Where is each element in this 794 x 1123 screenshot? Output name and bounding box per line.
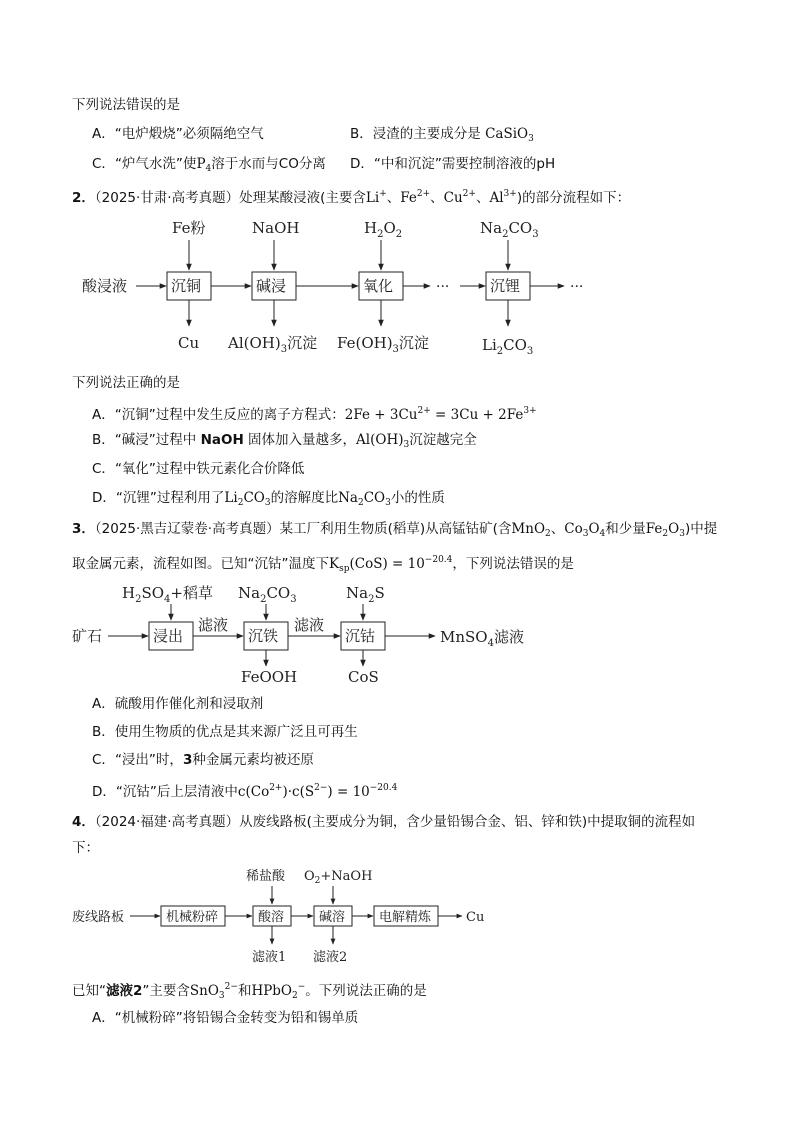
known-text: 已知“ xyxy=(72,983,106,999)
q4-known xyxy=(72,977,427,1006)
q3-option-c xyxy=(92,750,314,770)
question-source: （2025·甘肃·高考真题） xyxy=(94,190,240,206)
option-text: 浸渣的主要成分是 xyxy=(372,126,481,142)
option-text: 固体加入量越多， xyxy=(248,432,357,448)
q1-option-a xyxy=(92,124,264,144)
option-label: D． xyxy=(92,784,116,800)
reagent-h2o2: $H_2O_2$ xyxy=(364,219,403,240)
q1-option-c xyxy=(92,154,326,179)
q2-flow-diagram xyxy=(80,212,600,362)
stem-text: 从废线路板(主要成分为铜，含少量铅锡合金、铝、锌和铁)中提取铜的流程如 xyxy=(239,814,696,830)
flow-input: 矿石 xyxy=(72,627,103,645)
reagent-h2so4: $H_2SO_4+$稻草 xyxy=(122,584,213,605)
flow-step: 酸溶 xyxy=(258,910,285,925)
option-text: “沉钴”后上层清液中 xyxy=(115,784,238,800)
q3-option-b xyxy=(92,722,358,742)
flow-step: 浸出 xyxy=(153,627,184,645)
option-text: 小的性质 xyxy=(390,490,445,506)
known-text: 和 xyxy=(237,983,252,999)
q2-option-d xyxy=(92,488,445,513)
q1-option-d xyxy=(350,154,555,174)
product-cu: Cu xyxy=(178,334,200,352)
q3-stem-cont xyxy=(72,550,574,579)
reagent: NaOH xyxy=(252,219,300,237)
ion-hpbo2: HPbO$_2$− xyxy=(251,982,306,1001)
q2-option-a xyxy=(92,401,537,425)
flow-output: Cu xyxy=(466,910,485,925)
flow-step: 碱溶 xyxy=(319,910,346,925)
flow-input: 酸浸液 xyxy=(82,277,128,295)
product-cos: CoS xyxy=(348,668,379,686)
option-text: “浸出”时， xyxy=(114,752,183,768)
ksp-expression: $K_{sp}(CoS) = 10^{-20.4}$ xyxy=(329,555,453,574)
flow-input: 废线路板 xyxy=(72,910,125,925)
option-text: 的溶解度比 xyxy=(270,490,339,506)
reagent-o2-naoh: $O_2+NaOH$ xyxy=(304,869,373,886)
option-label: A． xyxy=(92,1010,115,1026)
flow-filtrate: 滤液 xyxy=(198,616,229,634)
ion-product-expression: $c(Co^{2+})\cdot c(S^{2-}) = 10^{-20.4}$ xyxy=(237,783,398,800)
option-text: “中和沉淀”需要控制溶液的pH xyxy=(373,156,556,172)
option-text: “电炉煅烧”必须隔绝空气 xyxy=(114,126,264,142)
option-label: D． xyxy=(92,490,116,506)
option-label: B． xyxy=(350,126,373,142)
option-label: B． xyxy=(92,724,115,740)
option-text-tail: 溶于水而与CO分离 xyxy=(211,156,326,172)
option-label: C． xyxy=(92,156,115,172)
flow-step: 机械粉碎 xyxy=(166,910,219,925)
option-text: 沉淀越完全 xyxy=(409,432,477,448)
formula-fe2o3: $Fe_2O_3$ xyxy=(645,521,685,539)
formula-p4: $P_4$ xyxy=(196,156,212,174)
flow-output-mnso4: MnSO$_4$滤液 xyxy=(440,628,524,649)
option-text: 使用生物质的优点是其来源广泛且可再生 xyxy=(114,724,358,740)
option-text: “氧化”过程中铁元素化合价降低 xyxy=(114,461,305,477)
option-text: “机械粉碎”将铅锡合金转变为铅和锡单质 xyxy=(114,1010,359,1026)
stem-text: 处理某酸浸液(主要含 xyxy=(239,190,366,206)
question-source: （2024·福建·高考真题） xyxy=(94,814,240,830)
flow-ellipsis: ··· xyxy=(436,279,450,295)
formula-na2co3: $Na_2CO_3$ xyxy=(338,490,391,508)
ion-sno3: SnO$_3^{2-}$ xyxy=(189,982,238,1001)
stem-text: 某工厂利用生物质(稻草)从高锰钴矿(含 xyxy=(279,521,512,537)
reagent-na2s: $Na_2S$ xyxy=(346,584,385,605)
q2-option-c xyxy=(92,459,304,479)
stem-text-tail: )的部分流程如下： xyxy=(516,190,631,206)
q1-intro: 下列说法错误的是 xyxy=(72,97,180,113)
q4-flow-diagram xyxy=(70,864,510,970)
q3-option-d xyxy=(92,778,397,802)
formula-casio3: CaSiO$_3$ xyxy=(485,126,534,144)
filtrate: 滤液2 xyxy=(313,950,348,965)
option-label: A． xyxy=(92,126,115,142)
q4-stem xyxy=(72,812,695,832)
reagent-hcl: 稀盐酸 xyxy=(246,869,286,884)
formula-li2co3: $Li_2CO_3$ xyxy=(224,490,271,508)
filtrate: 滤液1 xyxy=(252,950,287,965)
known-text: 。下列说法正确的是 xyxy=(305,983,427,999)
option-label: A． xyxy=(92,696,115,712)
reagent-na2co3: $Na_2CO_3$ xyxy=(480,219,539,240)
option-text: “炉气水洗”使 xyxy=(114,156,197,172)
flow-step: 电解精炼 xyxy=(379,910,432,925)
option-label: D． xyxy=(350,156,374,172)
q2-stem xyxy=(72,184,630,208)
stem-text: ，下列说法错误的是 xyxy=(452,556,574,572)
flow-step: 沉铜 xyxy=(171,277,202,295)
option-label: A． xyxy=(92,407,115,423)
formula-mno2-co3o4: MnO$_2$、$Co_3O_4$ xyxy=(511,521,606,539)
reagent-na2co3: $Na_2CO_3$ xyxy=(238,584,297,605)
flow-step: 碱浸 xyxy=(256,277,287,295)
stem-text: 和少量 xyxy=(605,521,646,537)
option-text: 种金属元素均被还原 xyxy=(192,752,314,768)
q3-option-a xyxy=(92,694,263,714)
q3-stem xyxy=(72,519,717,544)
option-text: “沉锂”过程利用了 xyxy=(115,490,225,506)
option-bold: 3 xyxy=(182,752,193,768)
q2-intro: 下列说法正确的是 xyxy=(72,375,180,391)
formula-al-oh3: $Al(OH)_3$ xyxy=(356,432,410,450)
product-al-oh3: $Al(OH)_3$沉淀 xyxy=(228,334,318,355)
stem-text: 取金属元素，流程如图。已知“沉钴”温度下 xyxy=(72,556,329,572)
stem-text: )中提 xyxy=(684,521,718,537)
q4-stem-cont: 下： xyxy=(72,840,99,856)
reagent: Fe粉 xyxy=(172,219,206,237)
q4-option-a xyxy=(92,1008,358,1028)
option-text: “碱浸”过程中 xyxy=(114,432,197,448)
question-number: 2． xyxy=(72,190,95,206)
option-text: “沉铜”过程中发生反应的离子方程式： xyxy=(114,407,345,423)
option-text: 硫酸用作催化剂和浸取剂 xyxy=(114,696,264,712)
option-label: B． xyxy=(92,432,115,448)
q2-option-b xyxy=(92,430,477,455)
product-fe-oh3: $Fe(OH)_3$沉淀 xyxy=(337,334,429,355)
flow-step: 沉钴 xyxy=(345,627,376,645)
flow-filtrate: 滤液 xyxy=(294,616,325,634)
question-number: 3． xyxy=(72,521,95,537)
question-number: 4． xyxy=(72,814,95,830)
option-bold: NaOH xyxy=(200,432,244,448)
flow-step: 沉锂 xyxy=(490,277,521,295)
flow-step: 沉铁 xyxy=(248,627,279,645)
ionic-equation: $2Fe + 3Cu^{2+} = 3Cu + 2Fe^{3+}$ xyxy=(344,406,537,423)
flow-step: 氧化 xyxy=(363,277,394,295)
product-feooh: FeOOH xyxy=(241,668,298,686)
option-label: C． xyxy=(92,752,115,768)
product-li2co3: $Li_2CO_3$ xyxy=(482,336,534,357)
flow-ellipsis: ··· xyxy=(570,279,584,295)
known-bold: 滤液2 xyxy=(106,983,143,999)
option-label: C． xyxy=(92,461,115,477)
ion-list: Li+、$Fe^{2+}$、$Cu^{2+}$、$Al^{3+}$ xyxy=(365,189,517,206)
known-text: ”主要含 xyxy=(142,983,190,999)
q1-option-b xyxy=(350,124,534,149)
q3-flow-diagram xyxy=(70,578,540,690)
question-source: （2025·黑吉辽蒙卷·高考真题） xyxy=(94,521,280,537)
